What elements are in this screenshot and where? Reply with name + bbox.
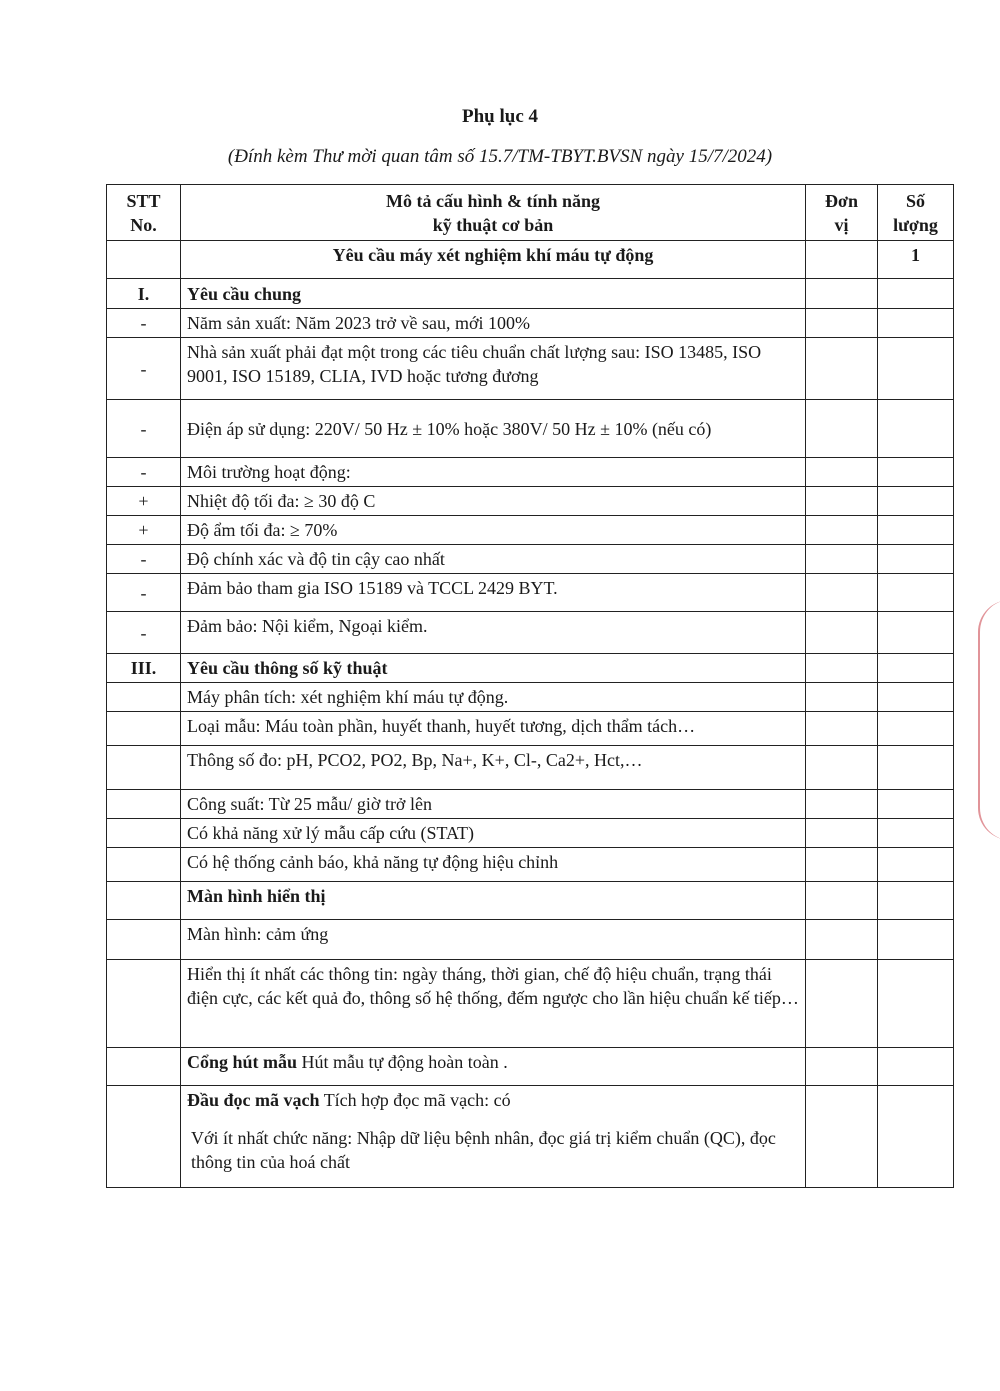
row-unit: [806, 1048, 878, 1086]
row-unit: [806, 920, 878, 960]
row-qty: [878, 712, 954, 746]
table-row: [107, 712, 954, 746]
header-desc-line1: Mô tả cấu hình & tính năng: [385, 190, 601, 211]
row-qty: [878, 848, 954, 882]
row-qty: [878, 746, 954, 790]
row-unit: [806, 574, 878, 612]
device-stt: [107, 241, 181, 279]
table-row: [107, 790, 954, 819]
header-qty-line2: lượng: [893, 214, 938, 235]
row-qty: [878, 1086, 954, 1188]
row-stt: [107, 746, 181, 790]
sample-port-label: Cổng hút mẫu: [187, 1052, 298, 1072]
row-unit: [806, 960, 878, 1048]
row-desc: Điện áp sử dụng: 220V/ 50 Hz ± 10% hoặc 380V/ 50 Hz ± 10% (nếu có): [181, 400, 806, 458]
row-desc: Loại mẫu: Máu toàn phần, huyết thanh, huyết tương, dịch thẩm tách…: [181, 712, 806, 746]
table-row: [107, 309, 954, 338]
row-qty: [878, 960, 954, 1048]
row-unit: [806, 612, 878, 654]
sample-port-desc: [181, 1048, 806, 1086]
section-unit: [806, 279, 878, 309]
row-qty: [878, 612, 954, 654]
row-unit: [806, 309, 878, 338]
row-stt: -: [107, 612, 181, 654]
row-desc: Thông số đo: pH, PCO2, PO2, Bp, Na+, K+, Cl-, Ca2+, Hct,…: [181, 746, 806, 790]
row-stt: [107, 790, 181, 819]
row-unit: [806, 848, 878, 882]
row-qty: [878, 819, 954, 848]
red-seal-edge: [978, 600, 1000, 840]
row-unit: [806, 746, 878, 790]
row-desc: Có hệ thống cảnh báo, khả năng tự động hiệu chỉnh: [181, 848, 806, 882]
row-stt: -: [107, 458, 181, 487]
row-qty: [878, 1048, 954, 1086]
row-qty: [878, 882, 954, 920]
table-row: [107, 487, 954, 516]
table-row: [107, 545, 954, 574]
section-unit: [806, 654, 878, 683]
section-number: I.: [107, 279, 181, 309]
row-stt: -: [107, 400, 181, 458]
device-label: Yêu cầu máy xét nghiệm khí máu tự động: [181, 241, 806, 279]
row-qty: [878, 545, 954, 574]
page-subtitle: (Đính kèm Thư mời quan tâm số 15.7/TM-TBYT.BVSN ngày 15/7/2024): [227, 146, 773, 167]
row-qty: [878, 458, 954, 487]
row-unit: [806, 458, 878, 487]
row-qty: [878, 920, 954, 960]
table-row: [107, 458, 954, 487]
table-row: [107, 746, 954, 790]
row-qty: [878, 309, 954, 338]
row-qty: [878, 574, 954, 612]
screen-desc: Màn hình: cảm ứng: [181, 920, 806, 960]
row-desc: Nhiệt độ tối đa: ≥ 30 độ C: [181, 487, 806, 516]
section-row: [107, 279, 954, 309]
header-desc: [181, 185, 806, 241]
row-unit: [806, 338, 878, 400]
row-qty: [878, 487, 954, 516]
row-qty: [878, 683, 954, 712]
header-stt-line1: STT: [126, 190, 161, 211]
row-desc: Đảm bảo tham gia ISO 15189 và TCCL 2429 BYT.: [181, 574, 806, 612]
row-qty: [878, 516, 954, 545]
device-row: [107, 241, 954, 279]
row-desc: Có khả năng xử lý mẫu cấp cứu (STAT): [181, 819, 806, 848]
row-unit: [806, 545, 878, 574]
subsection-row: [107, 882, 954, 920]
barcode-label: Đầu đọc mã vạch: [187, 1090, 320, 1110]
row-unit: [806, 790, 878, 819]
section-row: [107, 654, 954, 683]
table-row: [107, 574, 954, 612]
row-desc: Nhà sản xuất phải đạt một trong các tiêu chuẩn chất lượng sau: ISO 13485, ISO 9001, ISO 15189, CLIA, IVD hoặc tương đương: [181, 338, 806, 400]
row-unit: [806, 1086, 878, 1188]
header-stt: [107, 185, 181, 241]
row-stt: [107, 683, 181, 712]
display-info-desc: Hiển thị ít nhất các thông tin: ngày tháng, thời gian, chế độ hiệu chuẩn, trạng thái điện cực, các kết quả đo, thông số hệ thống, đếm ngược cho lần hiệu chuẩn kế tiếp…: [181, 960, 806, 1048]
row-stt: -: [107, 574, 181, 612]
table-row: [107, 960, 954, 1048]
section-qty: [878, 654, 954, 683]
header-stt-line2: No.: [130, 214, 157, 235]
section-qty: [878, 279, 954, 309]
row-stt: +: [107, 516, 181, 545]
row-unit: [806, 516, 878, 545]
table-row: [107, 1086, 954, 1188]
table-row: [107, 338, 954, 400]
table-row: [107, 920, 954, 960]
page-title: Phụ lục 4: [461, 106, 539, 127]
row-stt: [107, 882, 181, 920]
header-qty: [878, 185, 954, 241]
barcode-text: Tích hợp đọc mã vạch: có: [319, 1090, 511, 1110]
row-stt: [107, 1048, 181, 1086]
table-row: [107, 516, 954, 545]
row-desc: Năm sản xuất: Năm 2023 trở về sau, mới 100%: [181, 309, 806, 338]
row-stt: +: [107, 487, 181, 516]
table-row: [107, 819, 954, 848]
row-unit: [806, 683, 878, 712]
row-qty: [878, 338, 954, 400]
header-unit-line1: Đơn: [825, 190, 858, 211]
row-unit: [806, 882, 878, 920]
barcode-functions: Với ít nhất chức năng: Nhập dữ liệu bệnh nhân, đọc giá trị kiểm chuẩn (QC), đọc thông tin của hoá chất: [191, 1128, 776, 1172]
row-stt: [107, 712, 181, 746]
row-qty: [878, 400, 954, 458]
spacer: [187, 1112, 799, 1126]
header-unit: [806, 185, 878, 241]
table-row: [107, 612, 954, 654]
row-desc: Độ ẩm tối đa: ≥ 70%: [181, 516, 806, 545]
section-number: III.: [107, 654, 181, 683]
row-unit: [806, 712, 878, 746]
row-stt: -: [107, 338, 181, 400]
row-stt: -: [107, 545, 181, 574]
device-qty: 1: [878, 241, 954, 279]
row-unit: [806, 819, 878, 848]
section-label: Yêu cầu chung: [181, 279, 806, 309]
row-unit: [806, 487, 878, 516]
header-desc-line2: kỹ thuật cơ bản: [432, 214, 554, 235]
header-qty-line1: Số: [905, 190, 925, 211]
table-row: [107, 848, 954, 882]
sample-port-text: Hút mẫu tự động hoàn toàn .: [297, 1052, 508, 1072]
header-unit-line2: vị: [834, 214, 849, 235]
display-section-label: Màn hình hiển thị: [181, 882, 806, 920]
barcode-desc: [181, 1086, 806, 1188]
spec-table: [106, 184, 954, 1188]
row-desc: Độ chính xác và độ tin cậy cao nhất: [181, 545, 806, 574]
row-stt: -: [107, 309, 181, 338]
row-stt: [107, 819, 181, 848]
table-header-row: [107, 185, 954, 241]
row-qty: [878, 790, 954, 819]
row-unit: [806, 400, 878, 458]
table-row: [107, 683, 954, 712]
row-stt: [107, 960, 181, 1048]
row-stt: [107, 1086, 181, 1188]
row-stt: [107, 848, 181, 882]
row-desc: Công suất: Từ 25 mẫu/ giờ trở lên: [181, 790, 806, 819]
table-row: [107, 1048, 954, 1086]
row-desc: Môi trường hoạt động:: [181, 458, 806, 487]
device-unit: [806, 241, 878, 279]
row-desc: Máy phân tích: xét nghiệm khí máu tự động.: [181, 683, 806, 712]
row-stt: [107, 920, 181, 960]
row-desc: Đảm bảo: Nội kiểm, Ngoại kiểm.: [181, 612, 806, 654]
section-label: Yêu cầu thông số kỹ thuật: [181, 654, 806, 683]
table-row: [107, 400, 954, 458]
